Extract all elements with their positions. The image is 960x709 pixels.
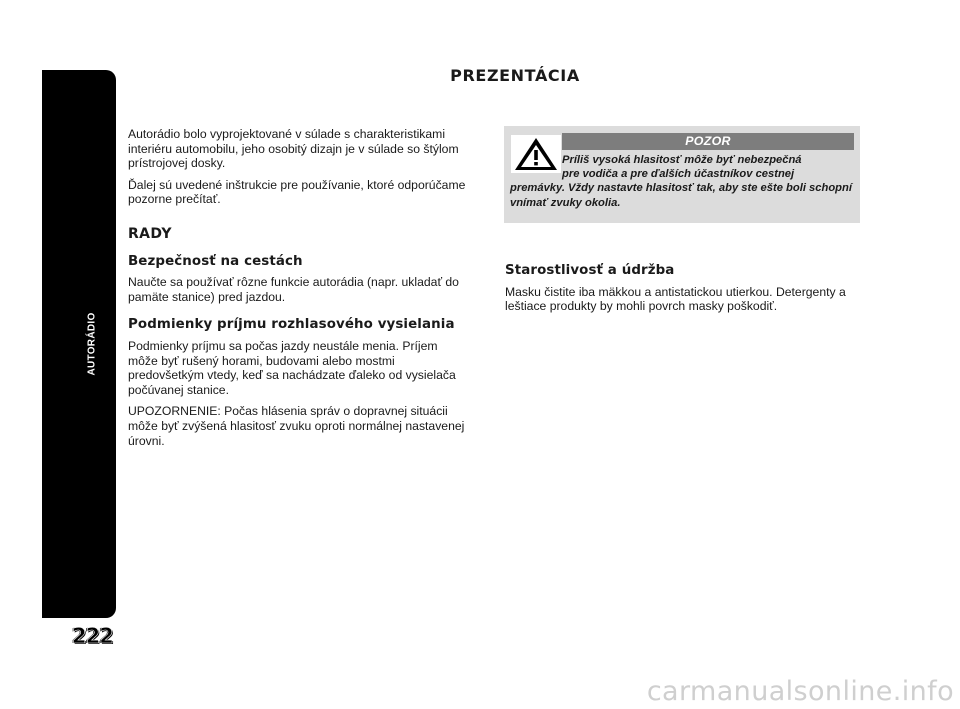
side-tab [42, 70, 116, 618]
note-paragraph: UPOZORNENIE: Počas hlásenia správ o dopravnej situácii môže byť zvýšená hlasitosť zvuku oproti normálnej nastavenej úrovni. [128, 404, 465, 448]
intro-paragraph-2: Ďalej sú uvedené inštrukcie pre používanie, ktoré odporúčame pozorne prečítať. [128, 177, 466, 207]
warning-line-1: Príliš vysoká hlasitosť môže byť nebezpečná [562, 154, 802, 166]
care-paragraph: Masku čistite iba mäkkou a antistatickou utierkou. Detergenty a leštiace produkty by mohli povrch masky poškodiť. [505, 284, 846, 314]
side-section-label: AUTORÁDIO [86, 312, 98, 376]
rady-heading: RADY [128, 225, 172, 242]
left-column [128, 127, 470, 455]
reception-paragraph: Podmienky príjmu sa počas jazdy neustále menia. Príjem môže byť rušený horami, budovami alebo mostmi predovšetkým vtedy, keď sa nachádzate ďaleko od vysielača počúvanej stanice. [128, 338, 456, 397]
care-heading: Starostlivosť a údržba [505, 263, 675, 278]
safety-heading: Bezpečnosť na cestách [128, 253, 303, 269]
page-title: PREZENTÁCIA [450, 66, 580, 85]
safety-paragraph: Naučte sa používať rôzne funkcie autorádia (napr. ukladať do pamäte stanice) pred jazdou. [128, 275, 459, 304]
watermark: carmanualsonline.info [646, 676, 954, 707]
reception-heading: Podmienky príjmu rozhlasového vysielania [128, 317, 455, 333]
warning-line-2: pre vodiča a pre ďalších účastníkov cestnej [562, 168, 795, 181]
warning-text [510, 153, 856, 210]
page-number: 222 [72, 624, 113, 648]
warning-line-rest: premávky. Vždy nastavte hlasitosť tak, aby ste ešte boli schopní vnímať zvuky okolia. [510, 182, 852, 209]
warning-header: POZOR [562, 133, 854, 150]
right-column [505, 264, 865, 314]
intro-paragraph-1: Autorádio bolo vyprojektované v súlade s charakteristikami interiéru automobilu, jeho osobitý dizajn je v súlade so štýlom prístrojovej dosky. [128, 127, 459, 171]
warning-box [504, 126, 860, 223]
